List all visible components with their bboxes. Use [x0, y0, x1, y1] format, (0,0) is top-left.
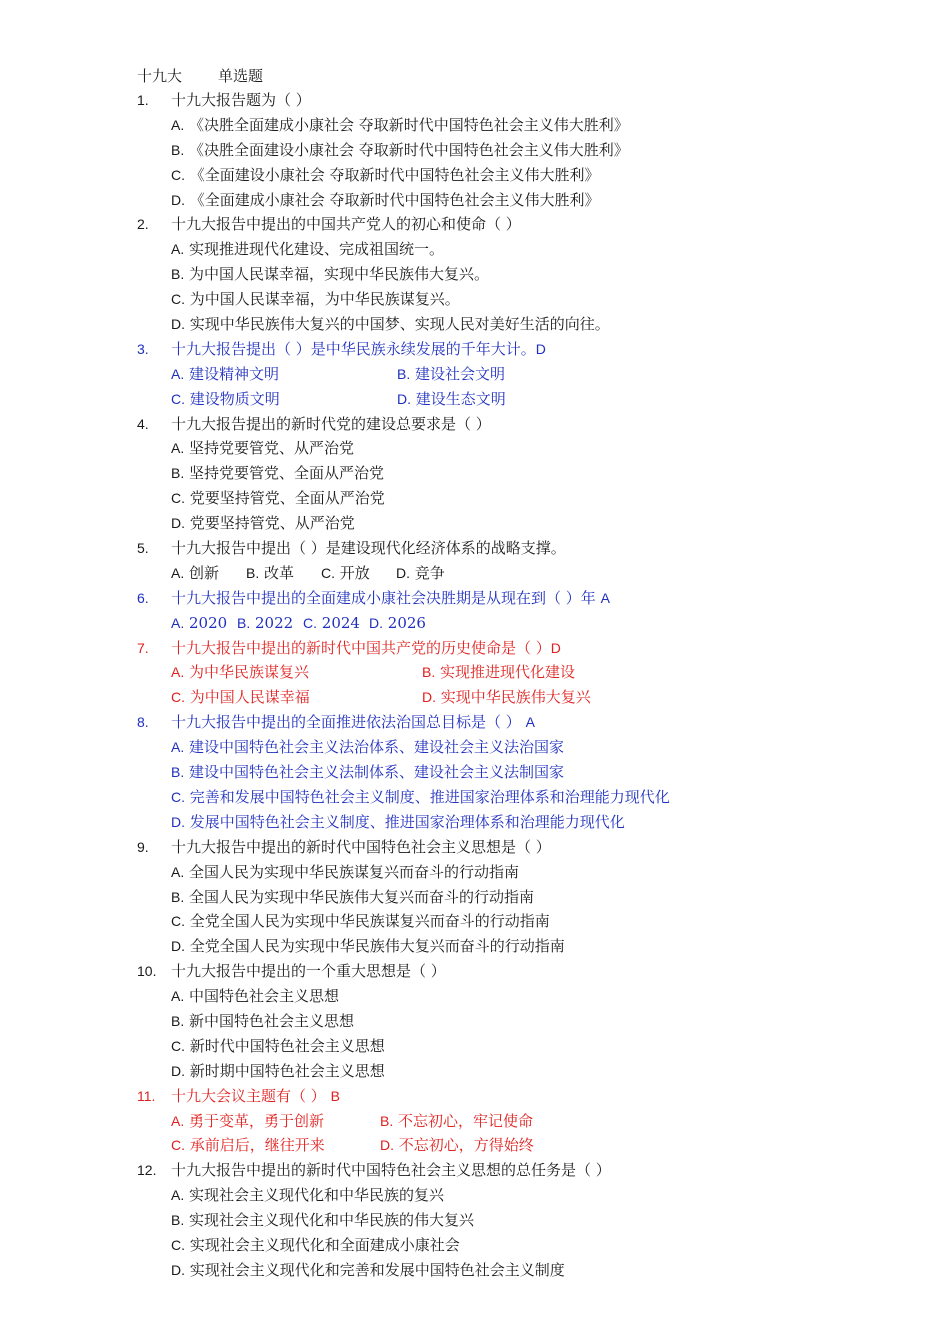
option-text: 党要坚持管党、从严治党 — [189, 514, 355, 533]
option-letter: D. — [369, 614, 383, 631]
option-letter: D. — [171, 191, 185, 208]
option-text: 承前启后，继往开来 — [189, 1136, 325, 1155]
question-number: 4. — [137, 415, 149, 432]
option-row — [0, 1059, 950, 1084]
option-row — [0, 511, 950, 536]
title-part-1: 十九大 — [137, 67, 183, 85]
option — [171, 188, 600, 213]
option-text: 为中国人民谋幸福，实现中华民族伟大复兴。 — [189, 265, 490, 284]
option-text: 改革 — [264, 563, 295, 582]
option-text: 全国人民为实现中华民族伟大复兴而奋斗的行动指南 — [189, 887, 535, 906]
option-row — [0, 984, 950, 1009]
option-row — [0, 1009, 950, 1034]
option — [171, 1009, 354, 1034]
option-letter: A. — [171, 365, 185, 382]
question-number: 8. — [137, 714, 149, 731]
option-letter: D. — [380, 1137, 394, 1154]
question-text: 十九大报告中提出（ ）是建设现代化经济体系的战略支撑。 — [171, 539, 566, 558]
question-number: 5. — [137, 540, 149, 557]
option-text: 新时代中国特色社会主义思想 — [189, 1036, 385, 1055]
answer-key: A — [600, 589, 610, 606]
option-letter: B. — [380, 1112, 394, 1129]
question-10 — [0, 959, 950, 1083]
option-letter: A. — [171, 614, 185, 631]
option — [422, 660, 575, 685]
option-row — [0, 1233, 950, 1258]
option-letter: B. — [246, 564, 260, 581]
question-list — [0, 88, 950, 1283]
option-text: 坚持党要管党、从严治党 — [189, 439, 355, 458]
option — [171, 934, 565, 959]
option-letter: C. — [303, 614, 317, 631]
question-text: 十九大报告中提出的中国共产党人的初心和使命（ ） — [171, 215, 521, 234]
option-row — [0, 785, 950, 810]
question-12 — [0, 1158, 950, 1282]
option-text: 实现推进现代化建设 — [440, 663, 576, 682]
option-text: 坚持党要管党、全面从严治党 — [189, 464, 385, 483]
option-text: 全国人民为实现中华民族谋复兴而奋斗的行动指南 — [189, 862, 520, 881]
option-letter: D. — [422, 689, 436, 706]
option-letter: B. — [171, 764, 185, 781]
option — [171, 287, 460, 312]
option-letter: B. — [237, 614, 251, 631]
option-letter: A. — [171, 664, 185, 681]
option-letter: A. — [171, 863, 185, 880]
option-text: 实现社会主义现代化和中华民族的复兴 — [189, 1186, 445, 1205]
option-text: 《决胜全面建成小康社会 夺取新时代中国特色社会主义伟大胜利》 — [189, 115, 629, 134]
question-line — [0, 1158, 950, 1183]
option-row — [0, 735, 950, 760]
option — [422, 685, 591, 710]
option-text: 不忘初心，方得始终 — [398, 1136, 534, 1155]
option-text: 为中华民族谋复兴 — [189, 663, 310, 682]
option — [171, 461, 384, 486]
option — [171, 611, 237, 636]
question-5 — [0, 536, 950, 586]
question-line — [0, 212, 950, 237]
option-letter: A. — [171, 564, 185, 581]
option — [171, 1233, 460, 1258]
option-text: 《全面建设小康社会 夺取新时代中国特色社会主义伟大胜利》 — [189, 165, 600, 184]
option — [171, 486, 385, 511]
option — [171, 262, 489, 287]
question-number: 6. — [137, 589, 149, 606]
option — [171, 760, 564, 785]
option-letter: C. — [171, 1037, 185, 1054]
option-text: 新时期中国特色社会主义思想 — [189, 1061, 385, 1080]
option-text: 实现社会主义现代化和完善和发展中国特色社会主义制度 — [189, 1260, 565, 1279]
option-row — [0, 1208, 950, 1233]
option — [171, 860, 519, 885]
option-text: 实现社会主义现代化和中华民族的伟大复兴 — [189, 1211, 475, 1230]
option-row — [0, 436, 950, 461]
option-letter: B. — [422, 664, 436, 681]
option — [171, 561, 246, 586]
option-row — [0, 163, 950, 188]
option-letter: D. — [396, 564, 410, 581]
question-text: 十九大报告中提出的一个重大思想是（ ） — [171, 962, 446, 981]
question-text: 十九大报告中提出的全面推进依法治国总目标是（ ） — [171, 713, 521, 732]
option-text: 为中国人民谋幸福 — [189, 688, 310, 707]
option — [237, 611, 303, 636]
option-letter: B. — [171, 1012, 185, 1029]
option-text: 实现社会主义现代化和全面建成小康社会 — [189, 1235, 460, 1254]
option-letter: D. — [171, 938, 185, 955]
option — [171, 660, 422, 685]
question-line — [0, 337, 950, 362]
option-text: 2020 — [189, 613, 228, 632]
option — [171, 1059, 385, 1084]
question-text: 十九大会议主题有（ ） — [171, 1086, 326, 1105]
option-text: 不忘初心，牢记使命 — [398, 1111, 534, 1130]
option — [171, 885, 534, 910]
option — [171, 1258, 565, 1283]
option — [369, 611, 426, 636]
question-text: 十九大报告中提出的新时代中国特色社会主义思想是（ ） — [171, 837, 551, 856]
page-title — [137, 64, 263, 88]
option-letter: D. — [171, 1062, 185, 1079]
option-row — [0, 486, 950, 511]
option-letter: D. — [171, 515, 185, 532]
option-text: 2024 — [321, 613, 360, 632]
option — [171, 312, 610, 337]
question-number: 1. — [137, 92, 149, 108]
option-text: 发展中国特色社会主义制度、推进国家治理体系和治理能力现代化 — [189, 812, 625, 831]
option-letter: B. — [171, 141, 185, 158]
option-text: 党要坚持管党、全面从严治党 — [189, 489, 385, 508]
question-number: 3. — [137, 340, 149, 357]
option — [171, 909, 550, 934]
option-text: 建设社会文明 — [415, 364, 506, 383]
option-letter: A. — [171, 116, 185, 133]
option-letter: A. — [171, 988, 185, 1005]
option — [171, 810, 625, 835]
option — [380, 1109, 533, 1134]
option-row — [0, 1034, 950, 1059]
answer-key: D — [535, 340, 546, 357]
option-row — [0, 660, 950, 685]
option-text: 中国特色社会主义思想 — [189, 987, 340, 1006]
option — [246, 561, 321, 586]
option-text: 建设精神文明 — [189, 364, 280, 383]
option-text: 完善和发展中国特色社会主义制度、推进国家治理体系和治理能力现代化 — [189, 787, 670, 806]
option-row — [0, 810, 950, 835]
option-letter: C. — [171, 390, 185, 407]
question-text: 十九大报告题为（ ） — [171, 91, 311, 109]
option — [171, 735, 564, 760]
option-letter: B. — [171, 266, 185, 283]
option — [171, 1183, 444, 1208]
question-8 — [0, 710, 950, 834]
option — [171, 138, 629, 163]
question-line — [0, 412, 950, 437]
option-row — [0, 561, 950, 586]
option-row — [0, 138, 950, 163]
option — [171, 511, 355, 536]
option-row — [0, 909, 950, 934]
question-line — [0, 88, 950, 113]
question-number: 2. — [137, 216, 149, 233]
option — [171, 163, 600, 188]
question-text: 十九大报告提出（ ）是中华民族永续发展的千年大计。 — [171, 339, 536, 358]
question-text: 十九大报告提出的新时代党的建设总要求是（ ） — [171, 414, 491, 433]
option-letter: C. — [171, 291, 185, 308]
option-letter: C. — [171, 1137, 185, 1154]
option-text: 2026 — [387, 613, 426, 632]
question-line — [0, 959, 950, 984]
option-row — [0, 387, 950, 412]
question-line — [0, 536, 950, 561]
option — [397, 362, 505, 387]
question-number: 7. — [137, 639, 149, 656]
question-2 — [0, 212, 950, 336]
option — [171, 785, 670, 810]
option-text: 勇于变革，勇于创新 — [189, 1111, 325, 1130]
option-row — [0, 113, 950, 138]
option-letter: D. — [171, 316, 185, 333]
option-letter: A. — [171, 241, 185, 258]
option-text: 建设生态文明 — [415, 389, 506, 408]
option-letter: C. — [171, 1236, 185, 1253]
option-letter: A. — [171, 1187, 185, 1204]
option-letter: C. — [171, 689, 185, 706]
option-text: 实现推进现代化建设、完成祖国统一。 — [189, 240, 445, 259]
option-text: 新中国特色社会主义思想 — [189, 1011, 355, 1030]
option-row — [0, 760, 950, 785]
option — [396, 561, 445, 586]
option-row — [0, 1183, 950, 1208]
option — [171, 237, 444, 262]
option-text: 开放 — [339, 563, 370, 582]
answer-key: D — [550, 639, 561, 656]
option-row — [0, 237, 950, 262]
option — [171, 1109, 380, 1134]
option-text: 全党全国人民为实现中华民族伟大复兴而奋斗的行动指南 — [189, 937, 565, 956]
question-line — [0, 710, 950, 735]
option — [303, 611, 369, 636]
option-letter: B. — [171, 888, 185, 905]
option — [171, 436, 354, 461]
option-letter: C. — [321, 564, 335, 581]
option-row — [0, 362, 950, 387]
question-text: 十九大报告中提出的全面建成小康社会决胜期是从现在到（ ）年 — [171, 588, 596, 607]
option-row — [0, 1133, 950, 1158]
question-6 — [0, 586, 950, 636]
question-9 — [0, 835, 950, 959]
question-number: 10. — [137, 963, 157, 980]
option-row — [0, 287, 950, 312]
option-letter: D. — [171, 1261, 185, 1278]
option-letter: A. — [171, 1112, 185, 1129]
option — [171, 1034, 385, 1059]
option — [171, 362, 397, 387]
option-row — [0, 885, 950, 910]
option — [321, 561, 396, 586]
option-row — [0, 611, 950, 636]
question-1 — [0, 88, 950, 212]
option-text: 实现中华民族伟大复兴的中国梦、实现人民对美好生活的向往。 — [189, 315, 610, 334]
answer-key: B — [330, 1087, 340, 1104]
option-letter: A. — [171, 739, 185, 756]
option-letter: C. — [171, 166, 185, 183]
option-letter: C. — [171, 490, 185, 507]
question-line — [0, 835, 950, 860]
question-7 — [0, 636, 950, 711]
question-number: 9. — [137, 838, 149, 855]
question-line — [0, 636, 950, 661]
option-text: 为中国人民谋幸福，为中华民族谋复兴。 — [189, 290, 460, 309]
option-text: 建设中国特色社会主义法治体系、建设社会主义法治国家 — [189, 738, 565, 757]
option-letter: D. — [397, 390, 411, 407]
option — [171, 984, 339, 1009]
option-letter: C. — [171, 913, 185, 930]
title-part-2: 单选题 — [218, 67, 264, 85]
option-row — [0, 685, 950, 710]
option-row — [0, 188, 950, 213]
option — [171, 1208, 474, 1233]
option-letter: A. — [171, 440, 185, 457]
option — [171, 113, 629, 138]
option-letter: B. — [171, 465, 185, 482]
question-11 — [0, 1084, 950, 1159]
option-row — [0, 312, 950, 337]
option-text: 《决胜全面建设小康社会 夺取新时代中国特色社会主义伟大胜利》 — [189, 140, 629, 159]
option-row — [0, 1109, 950, 1134]
option-row — [0, 934, 950, 959]
question-line — [0, 1084, 950, 1109]
option-letter: D. — [171, 813, 185, 830]
question-3 — [0, 337, 950, 412]
option-row — [0, 461, 950, 486]
answer-key: A — [525, 714, 535, 731]
question-line — [0, 586, 950, 611]
option-text: 建设中国特色社会主义法制体系、建设社会主义法制国家 — [189, 763, 565, 782]
question-number: 12. — [137, 1162, 157, 1179]
option — [380, 1133, 534, 1158]
option-text: 实现中华民族伟大复兴 — [440, 688, 591, 707]
option — [397, 387, 506, 412]
option-row — [0, 1258, 950, 1283]
option-text: 全党全国人民为实现中华民族谋复兴而奋斗的行动指南 — [189, 912, 550, 931]
option-row — [0, 262, 950, 287]
option-text: 建设物质文明 — [189, 389, 280, 408]
question-text: 十九大报告中提出的新时代中国特色社会主义思想的总任务是（ ） — [171, 1161, 611, 1180]
option — [171, 387, 397, 412]
option — [171, 1133, 380, 1158]
option — [171, 685, 422, 710]
option-text: 竞争 — [414, 563, 445, 582]
question-4 — [0, 412, 950, 536]
option-text: 创新 — [189, 563, 220, 582]
question-text: 十九大报告中提出的新时代中国共产党的历史使命是（ ） — [171, 638, 551, 657]
option-text: 《全面建成小康社会 夺取新时代中国特色社会主义伟大胜利》 — [189, 190, 600, 209]
option-letter: B. — [171, 1212, 185, 1229]
question-number: 11. — [137, 1087, 156, 1104]
option-letter: B. — [397, 365, 411, 382]
option-letter: C. — [171, 788, 185, 805]
option-text: 2022 — [255, 613, 294, 632]
option-row — [0, 860, 950, 885]
